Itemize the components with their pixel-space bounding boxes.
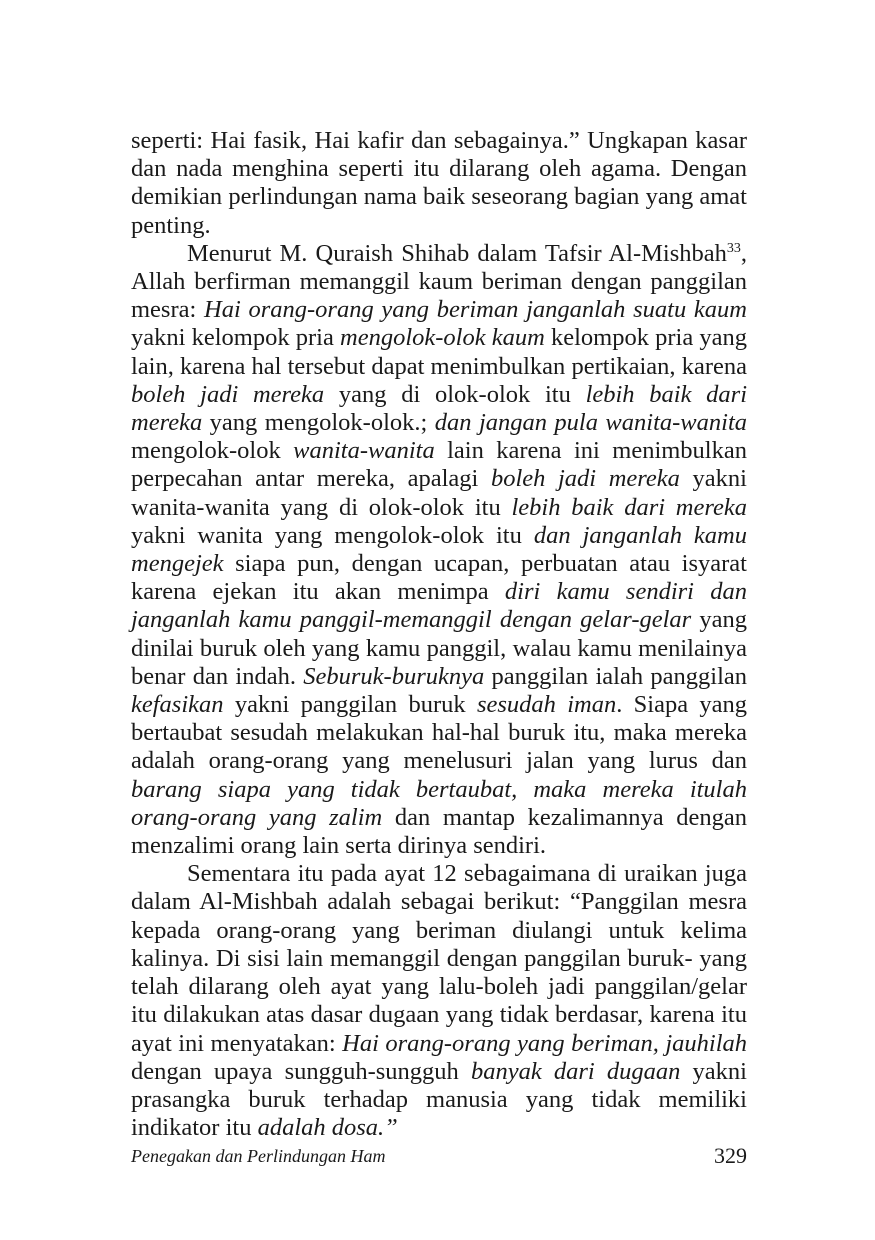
text-run: yang di olok-olok itu xyxy=(324,380,586,408)
italic-quote: boleh jadi mereka xyxy=(131,380,325,408)
text-run: yakni kelompok pria xyxy=(131,324,340,352)
italic-quote: banyak dari dugaan xyxy=(470,1057,681,1085)
text-run: , Allah berfirman memanggil kaum beriman dengan panggilan mesra: xyxy=(131,239,747,324)
paragraph xyxy=(131,240,747,860)
text-run: Sementara itu pada ayat 12 sebagaimana di uraikan juga dalam Al-Mishbah adalah sebagai berikut: “Panggilan mesra kepada orang-orang yang beriman diulangi untuk kelima kalinya. Di sisi lain memanggil dengan panggilan buruk- yang telah dilarang oleh ayat yang lalu-boleh jadi panggilan/gelar itu dilakukan atas dasar dugaan yang tidak berdasar, karena itu ayat ini menyatakan: xyxy=(131,860,747,1057)
italic-quote: mengolok-olok kaum xyxy=(340,324,545,352)
text-run: yang mengolok-olok.; xyxy=(202,409,435,437)
footnote-reference: 33 xyxy=(726,240,741,256)
italic-quote: lebih baik dari mereka xyxy=(131,380,747,437)
italic-quote: dan janganlah kamu mengejek xyxy=(131,521,747,578)
italic-quote: sesudah iman xyxy=(476,691,617,719)
text-run: dengan upaya sungguh-sungguh xyxy=(131,1057,471,1085)
text-run: panggilan ialah panggilan xyxy=(484,662,748,690)
text-run: Menurut M. Quraish Shihab dalam Tafsir Al-Mishbah xyxy=(187,239,727,267)
text-run: dan mantap kezalimannya dengan menzalimi orang lain serta dirinya sendiri. xyxy=(131,803,747,860)
italic-quote: Seburuk-buruknya xyxy=(303,662,485,690)
italic-quote: boleh jadi mereka xyxy=(490,465,680,493)
text-run: mengolok-olok xyxy=(131,437,294,465)
text-run: yakni prasangka buruk terhadap manusia yang tidak memiliki indikator itu xyxy=(131,1057,747,1142)
italic-quote: barang siapa yang tidak bertaubat, maka mereka itulah orang-orang yang zalim xyxy=(131,775,747,831)
text-run: siapa pun, dengan ucapan, perbuatan atau isyarat karena ejekan itu akan menimpa xyxy=(131,550,747,606)
page-number: 329 xyxy=(714,1143,747,1168)
text-run: yakni panggilan buruk xyxy=(223,691,477,719)
paragraph xyxy=(131,127,747,240)
text-run: lain karena ini menimbulkan perpecahan antar mereka, apalagi xyxy=(131,437,747,493)
italic-quote: adalah dosa.” xyxy=(257,1114,398,1142)
text-run: yang dinilai buruk oleh yang kamu panggil, walau kamu menilainya benar dan indah. xyxy=(131,606,747,690)
text-run: kelompok pria yang lain, karena hal tersebut dapat menimbulkan pertikaian, karena xyxy=(131,324,748,380)
paragraph xyxy=(131,860,747,1142)
italic-quote: kefasikan xyxy=(131,691,224,719)
italic-quote: wanita-wanita xyxy=(293,437,435,465)
text-run: seperti: Hai fasik, Hai kafir dan sebagainya.” Ungkapan kasar dan nada menghina seperti itu dilarang oleh agama. Dengan demikian perlindungan nama baik seseorang bagian yang amat penting. xyxy=(131,127,747,239)
text-run: yakni wanita yang mengolok-olok itu xyxy=(131,521,534,549)
italic-quote: Hai orang-orang yang beriman janganlah suatu kaum xyxy=(204,296,747,324)
italic-quote: diri kamu sendiri dan janganlah kamu panggil-memanggil dengan gelar-gelar xyxy=(131,578,747,634)
italic-quote: lebih baik dari mereka xyxy=(511,493,747,521)
body-text xyxy=(131,127,747,1142)
italic-quote: dan jangan pula wanita-wanita xyxy=(434,409,747,437)
text-run: . Siapa yang bertaubat sesudah melakukan hal-hal buruk itu, maka mereka adalah orang-orang yang menelusuri jalan yang lurus dan xyxy=(131,691,747,775)
italic-quote: Hai orang-orang yang beriman, jauhilah xyxy=(342,1029,747,1057)
text-run: yakni wanita-wanita yang di olok-olok itu xyxy=(131,465,747,521)
running-footer-title: Penegakan dan Perlindungan Ham xyxy=(131,1146,386,1166)
